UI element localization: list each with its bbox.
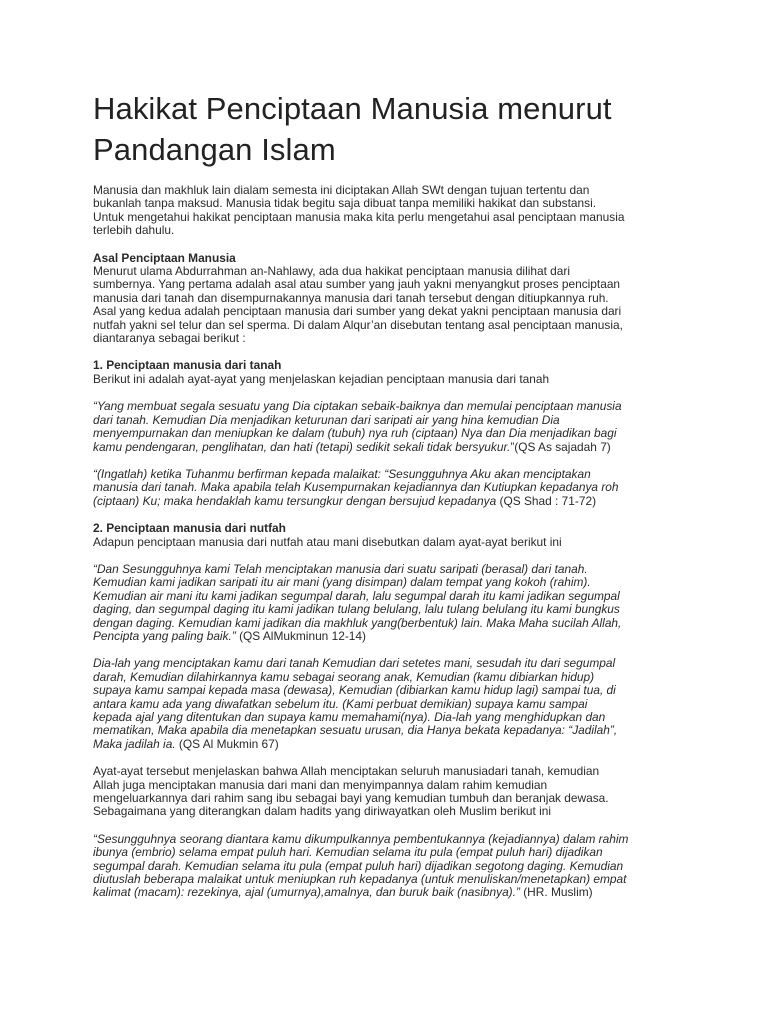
- quote-shad: [93, 468, 683, 508]
- quote-almukminun: [93, 563, 683, 643]
- quote-as-sajadah: [93, 400, 683, 454]
- quote-text: “Dan Sesungguhnya kami Telah menciptakan manusia dari suatu saripati (berasal) dari tanah. Kemudian kami jadikan saripati itu air mani (yang disimpan) dalam tempat yang kokoh (rahim). Kemudian air mani itu kami jadikan segumpal darah, lalu segumpal darah itu kami jadikan segumpal daging, dan segumpal daging itu kami jadikan tulang belulang, lalu tulang belulang itu kami bungkus dengan daging. Kemudian kami jadikan dia makhluk yang(berbentuk) lain. Maka Maha sucilah Allah, Pencipta yang paling baik.”: [93, 561, 622, 643]
- quote-text: “(Ingatlah) ketika Tuhanmu berfirman kepada malaikat: “Sesungguhnya Aku akan menciptakan manusia dari tanah. Maka apabila telah Kusempurnakan kejadiannya dan Kutiupkan kepadanya roh (ciptaan) Ku; maka hendaklah kamu tersungkur dengan bersujud kepadanya: [93, 466, 619, 508]
- quote-al-mukmin: [93, 657, 683, 751]
- quote-text: “Sesungguhnya seorang diantara kamu dikumpulkannya pembentukannya (kejadiannya) dalam rahim ibunya (embrio) selama empat puluh hari. Kemudian selama itu pula (empat puluh hari) dijadikan segumpal darah. Kemudian selama itu pula (empat puluh hari) dijadikan segotong daging. Kemudian diutuslah beberapa malaikat untuk meniupkan ruh kepadanya (untuk menuliskan/menetapkan) empat kalimat (macam): rezekinya, ajal (umurnya),amalnya, dan buruk baik (nasibnya).”: [93, 831, 629, 900]
- section-heading-nutfah: 2. Penciptaan manusia dari nutfah: [93, 521, 286, 536]
- explanation-paragraph: Ayat-ayat tersebut menjelaskan bahwa Allah menciptakan seluruh manusiadari tanah, kemudian Allah juga menciptakan manusia dari mani dan menyimpannya dalam rahim kemudian mengeluarkannya dari rahim sang ibu sebagai bayi yang kemudian tumbuh dan beranjak dewasa. Sebagaimana yang diterangkan dalam hadits yang diriwayatkan oleh Muslim berikut ini: [93, 764, 609, 819]
- quote-reference: ”(QS As sajadah 7): [510, 439, 611, 454]
- quote-reference: (QS AlMukminun 12-14): [235, 628, 366, 643]
- quote-reference: (QS Al Mukmin 67): [175, 736, 279, 751]
- page-title: Hakikat Penciptaan Manusia menurut Pandangan Islam: [93, 91, 612, 167]
- origin-paragraph: Menurut ulama Abdurrahman an-Nahlawy, ada dua hakikat penciptaan manusia dilihat dari sumbernya. Yang pertama adalah asal atau sumber yang jauh yakni menyangkut proses penciptaan manusia dari tanah dan disempurnakannya manusia dari tanah tersebut dengan ditiupkannya ruh. Asal yang kedua adalah penciptaan manusia dari sumber yang dekat yakni penciptaan manusia dari nutfah yakni sel telur dan sel sperma. Di dalam Alqur’an disebutan tentang asal penciptaan manusia, diantaranya sebagai berikut :: [93, 264, 623, 346]
- section-heading-soil: 1. Penciptaan manusia dari tanah: [93, 358, 282, 373]
- quote-reference: (HR. Muslim): [519, 885, 593, 900]
- nutfah-intro: Adapun penciptaan manusia dari nutfah atau mani disebutkan dalam ayat-ayat berikut ini: [93, 534, 562, 549]
- quote-hadith-muslim: [93, 833, 683, 900]
- intro-paragraph: Manusia dan makhluk lain dialam semesta ini diciptakan Allah SWt dengan tujuan tertentu dan bukanlah tanpa maksud. Manusia tidak begitu saja dibuat tanpa memiliki hakikat dan substansi. Untuk mengetahui hakikat penciptaan manusia maka kita perlu mengetahui asal penciptaan manusia terlebih dahulu.: [93, 183, 625, 238]
- quote-text: Dia-lah yang menciptakan kamu dari tanah Kemudian dari setetes mani, sesudah itu dari segumpal darah, Kemudian dilahirkannya kamu sebagai seorang anak, Kemudian (kamu dibiarkan hidup) supaya kamu sampai kepada masa (dewasa), Kemudian (dibiarkan kamu hidup lagi) sampai tua, di antara kamu ada yang diwafatkan sebelum itu. (Kami perbuat demikian) supaya kamu sampai kepada ajal yang ditentukan dan supaya kamu memahami(nya). Dia-lah yang menghidupkan dan mematikan, Maka apabila dia menetapkan sesuatu urusan, dia Hanya bekata kepadanya: “Jadilah”, Maka jadilah ia.: [93, 656, 618, 751]
- document-page: [93, 88, 683, 900]
- section-heading-origin: Asal Penciptaan Manusia: [93, 250, 236, 265]
- quote-text: “Yang membuat segala sesuatu yang Dia ciptakan sebaik-baiknya dan memulai penciptaan manusia dari tanah. Kemudian Dia menjadikan keturunan dari saripati air yang hina kemudian Dia menyempurnakan dan meniupkan ke dalam (tubuh) nya ruh (ciptaan) Nya dan Dia menjadikan bagi kamu pendengaran, penglihatan, dan hati (tetapi) sedikit sekali tidak bersyukur.: [93, 399, 622, 454]
- quote-reference: (QS Shad : 71-72): [496, 493, 597, 508]
- soil-intro: Berikut ini adalah ayat-ayat yang menjelaskan kejadian penciptaan manusia dari tanah: [93, 371, 550, 386]
